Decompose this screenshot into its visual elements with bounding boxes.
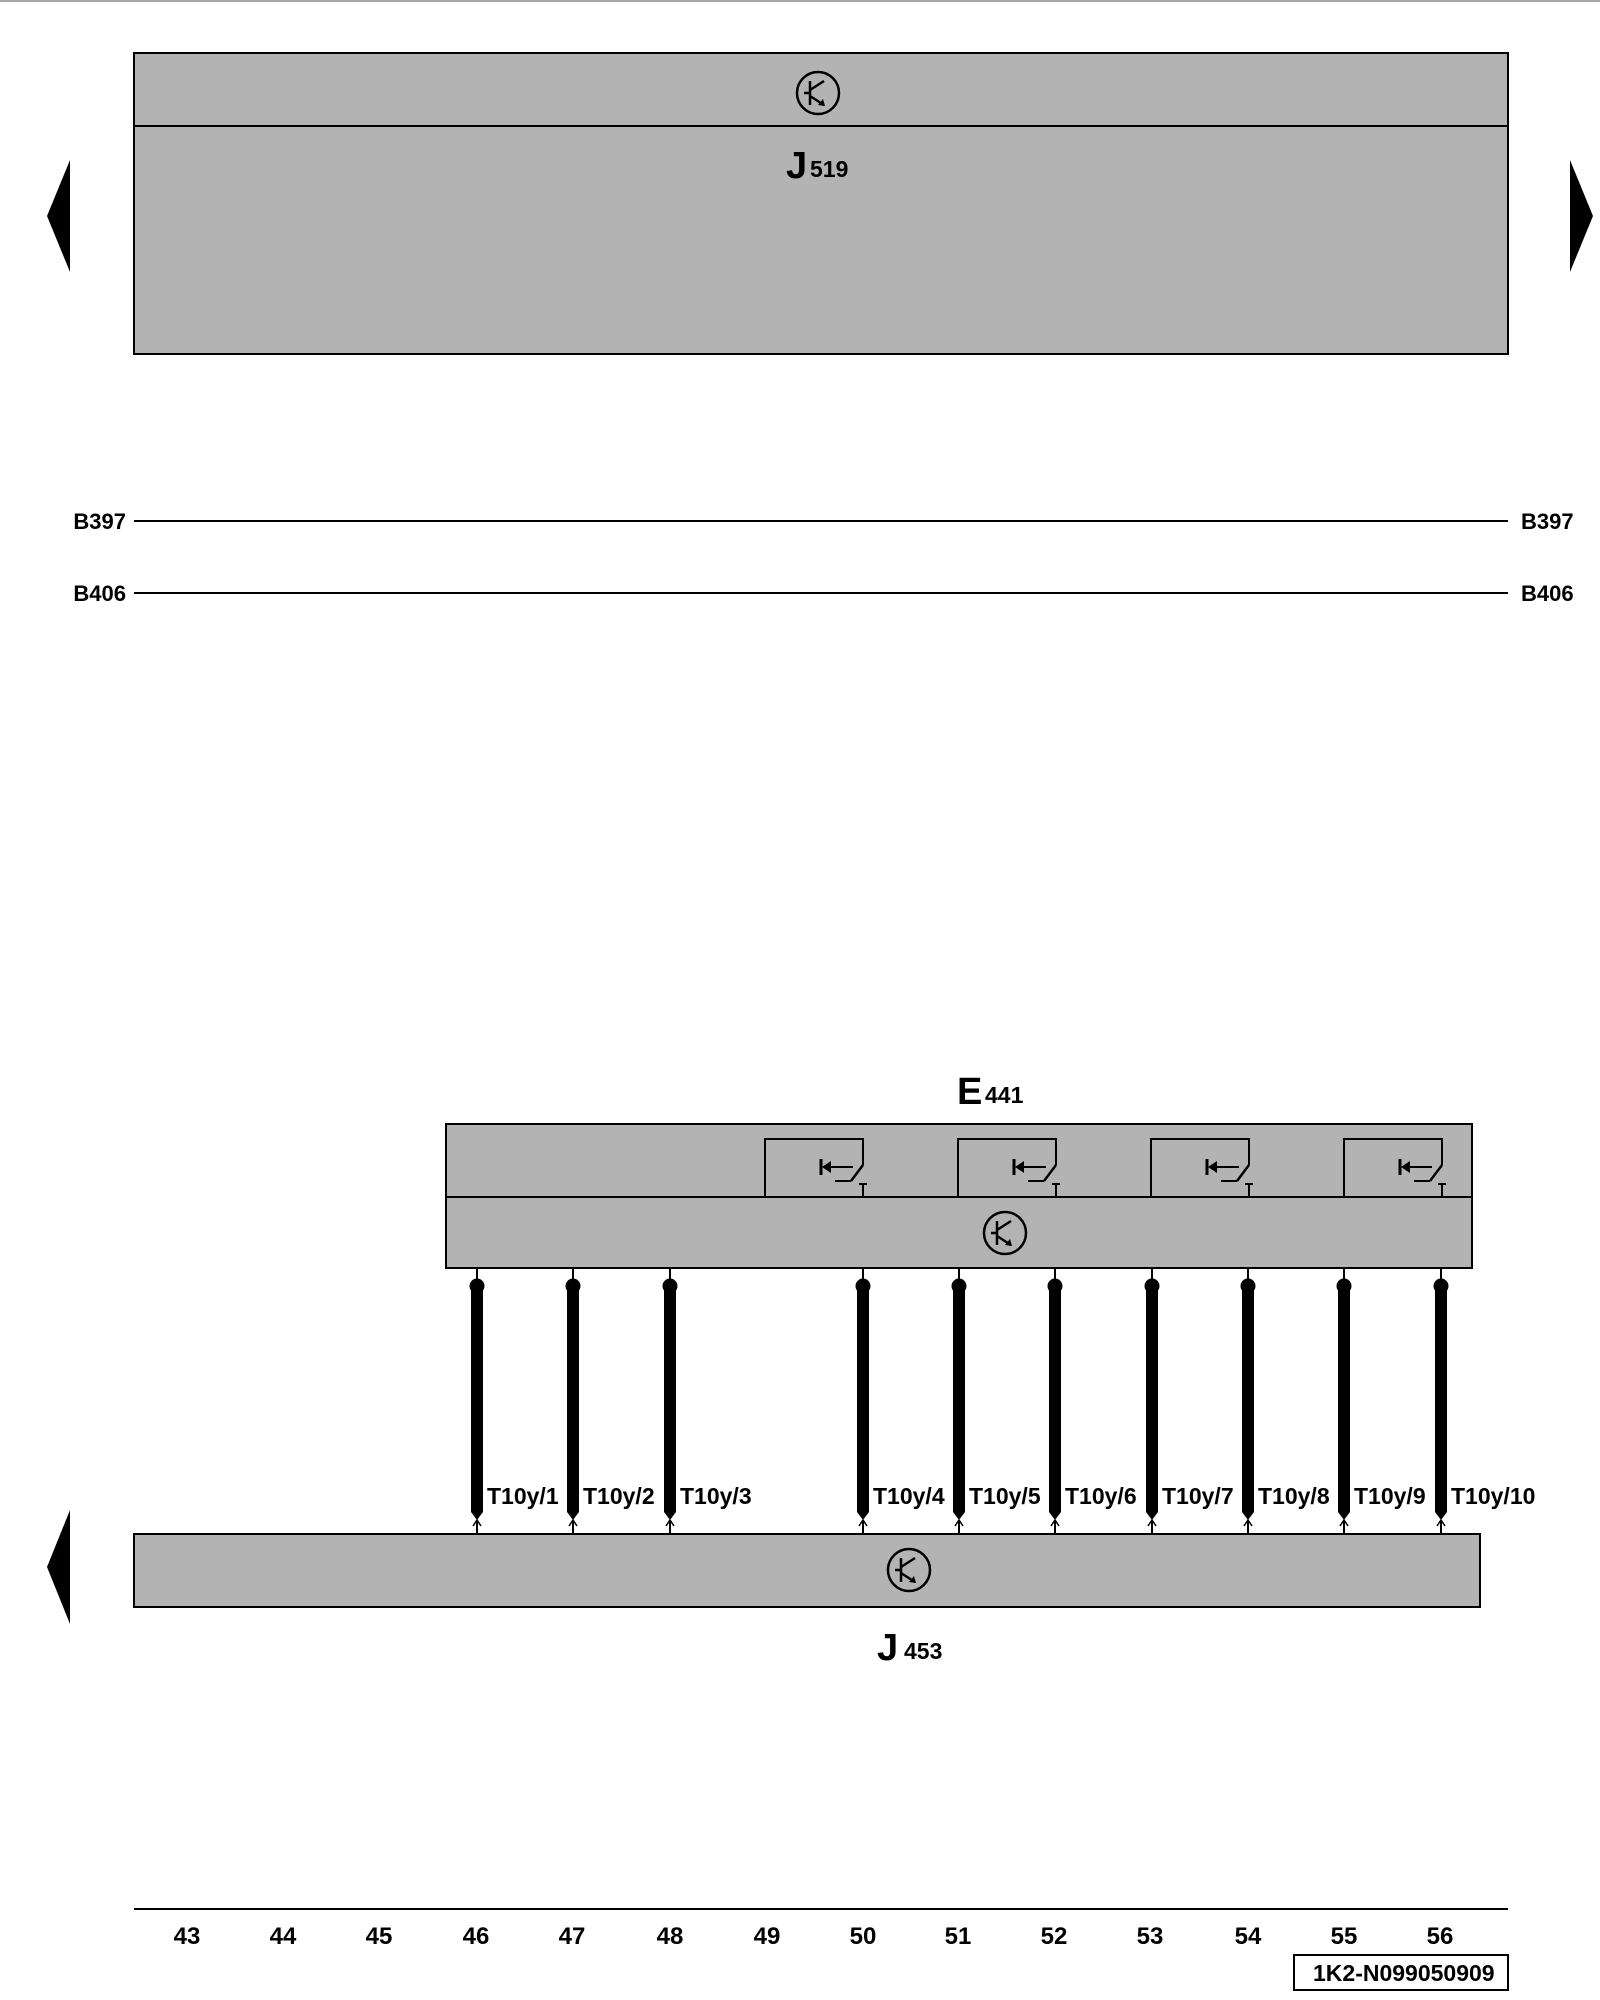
- wire: [856, 1268, 945, 1534]
- pin-label: T10y/3: [680, 1483, 752, 1509]
- next-page-arrow[interactable]: [1570, 160, 1593, 272]
- bus-b406: [73, 581, 1573, 606]
- diagram-id-box: [1294, 1955, 1508, 1990]
- bus-label-right: B406: [1521, 581, 1574, 606]
- wire: [1048, 1268, 1137, 1534]
- wire: [566, 1268, 655, 1534]
- pin-label: T10y/2: [583, 1483, 655, 1509]
- wire-segment: [953, 1286, 965, 1512]
- column-number: 44: [269, 1923, 297, 1950]
- pin-label: T10y/7: [1162, 1483, 1234, 1509]
- bus-label-left: B397: [73, 509, 126, 534]
- prev-page-arrow[interactable]: [47, 160, 70, 272]
- column-number: 49: [753, 1923, 781, 1950]
- wire: [1241, 1268, 1330, 1534]
- column-number: 51: [944, 1923, 972, 1950]
- wire-group: [470, 1268, 1536, 1534]
- bus-b397: [73, 509, 1573, 534]
- wire-segment: [857, 1286, 869, 1512]
- wire-segment: [1049, 1286, 1061, 1512]
- pin-label: T10y/8: [1258, 1483, 1330, 1509]
- wire: [470, 1268, 559, 1534]
- wire: [1434, 1268, 1536, 1534]
- wire: [952, 1268, 1041, 1534]
- column-number: 55: [1330, 1923, 1358, 1950]
- pin-label: T10y/10: [1451, 1483, 1536, 1509]
- column-number: 52: [1040, 1923, 1068, 1950]
- column-number: 56: [1426, 1923, 1454, 1950]
- wire-segment: [1338, 1286, 1350, 1512]
- wire-segment: [1146, 1286, 1158, 1512]
- column-number: 54: [1234, 1923, 1262, 1950]
- wire: [1337, 1268, 1426, 1534]
- module-letter: J: [786, 145, 808, 187]
- module-j519: [134, 53, 1508, 354]
- bus-label-right: B397: [1521, 509, 1574, 534]
- wire: [663, 1268, 752, 1534]
- prev-page-arrow-bottom[interactable]: [47, 1510, 70, 1624]
- wire-segment: [1242, 1286, 1254, 1512]
- module-letter: E: [957, 1071, 983, 1113]
- pin-label: T10y/5: [969, 1483, 1041, 1509]
- bus-label-left: B406: [73, 581, 126, 606]
- wire-segment: [567, 1286, 579, 1512]
- module-j453: [134, 1534, 1480, 1669]
- wire-segment: [664, 1286, 676, 1512]
- column-number: 46: [462, 1923, 490, 1950]
- pin-label: T10y/1: [487, 1483, 559, 1509]
- column-number: 47: [558, 1923, 586, 1950]
- wire-segment: [1435, 1286, 1447, 1512]
- column-number: 48: [656, 1923, 684, 1950]
- pin-label: T10y/4: [873, 1483, 945, 1509]
- module-number: 441: [985, 1082, 1024, 1108]
- column-number: 43: [173, 1923, 201, 1950]
- diagram-id: 1K2-N099050909: [1313, 1960, 1495, 1986]
- module-letter: J: [877, 1627, 899, 1669]
- pin-label: T10y/9: [1354, 1483, 1426, 1509]
- column-number: 45: [365, 1923, 393, 1950]
- wire: [1145, 1268, 1234, 1534]
- column-number: 53: [1136, 1923, 1164, 1950]
- column-numbers: [174, 1923, 1454, 1950]
- module-number: 519: [810, 156, 849, 182]
- module-number: 453: [904, 1638, 943, 1664]
- module-e441: [446, 1071, 1472, 1268]
- pin-label: T10y/6: [1065, 1483, 1137, 1509]
- column-number: 50: [849, 1923, 877, 1950]
- wire-segment: [471, 1286, 483, 1512]
